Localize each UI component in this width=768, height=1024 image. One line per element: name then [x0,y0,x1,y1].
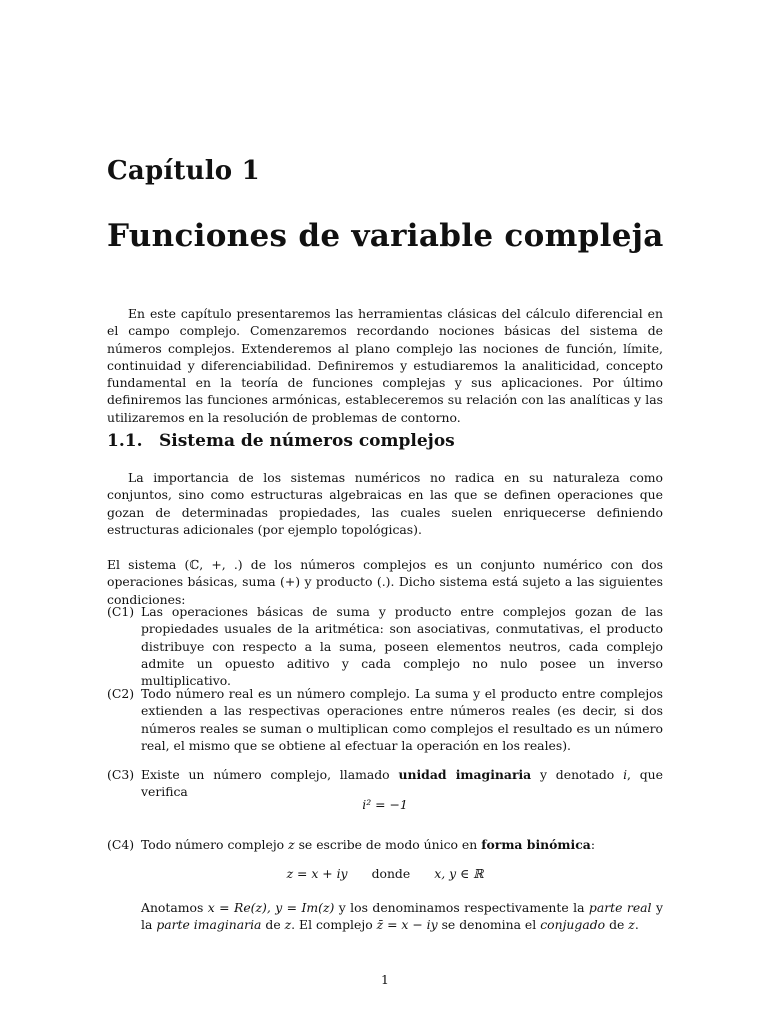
equation-left: z = x + iy [286,866,348,881]
condition-c3 [107,766,663,801]
section-title: Sistema de números complejos [159,431,455,451]
c3-mid: y denotado [540,767,615,782]
note-d: de [265,917,281,933]
intro-paragraph [107,305,663,426]
note-z2: z [628,917,635,933]
condition-text [141,836,663,853]
chapter-title: Funciones de variable compleja [107,218,664,254]
paragraph-1 [107,469,663,538]
note-f: se denomina el [441,917,537,933]
c4-post: : [590,837,596,852]
c4-pre: Todo número complejo [141,837,285,852]
note-conj: z̄ = x − iy [376,917,438,933]
note-e: . El complejo [291,917,373,933]
condition-c4 [107,836,663,853]
p2-post: de los números complejos es un conjunto numérico con dos operaciones básicas, suma (+) y producto (.). Dicho sistema está sujeto a las siguientes condiciones: [107,557,663,607]
condition-tag: (C4) [107,837,135,852]
paragraph-1-text: La importancia de los sistemas numéricos no radica en su naturaleza como conjuntos, sino como estructuras algebraicas en las que se definen operaciones que gozan de determinadas propiedades, las cuales suelen enriquecerse definiendo estructuras adicionales (por ejemplo topológicas). [107,470,663,537]
note-c: y la [141,900,663,933]
c3-pre: Existe un número complejo, llamado [141,767,390,782]
condition-text: Todo número real es un número complejo. La suma y el producto entre complejos extienden a las respectivas operaciones entre números reales (es decir, si dos números reales se suman o multiplican como complejos el resultado es un número real, el mismo que se obtiene al efectuar la operación en los reales). [141,686,663,753]
note-re-im: x = Re(z), y = Im(z) [207,900,335,915]
symbol-i: i [623,767,628,782]
note-text [141,899,663,934]
p2-pre: El sistema [107,557,177,572]
term-parte-imaginaria: parte imaginaria [156,917,262,933]
condition-c4-note [107,899,663,934]
term-forma-binomica: forma binómica [481,837,591,852]
section-number: 1.1. [107,431,143,451]
condition-c2 [107,685,663,754]
symbol-z: z [288,837,295,852]
note-a: Anotamos [141,900,204,915]
note-g: de [609,917,625,933]
condition-tag: (C3) [107,767,135,782]
c3-post: , que verifica [141,767,663,800]
chapter-label: Capítulo 1 [107,156,260,186]
condition-c1 [107,603,663,689]
paragraph-2 [107,556,663,608]
condition-tag: (C1) [107,604,135,619]
page-number: 1 [381,972,389,987]
paragraph-2-text [107,556,663,608]
p2-system: (ℂ, +, .) [184,557,243,572]
equation-i-squared: i² = −1 [362,797,408,812]
note-b: y los denominamos respectivamente la [338,900,585,915]
term-parte-real: parte real [588,900,652,915]
equation-mid: donde [371,866,411,881]
equation-right: x, y ∈ ℝ [434,866,484,881]
intro-text: En este capítulo presentaremos las herramientas clásicas del cálculo diferencial en el campo complejo. Comenzaremos recordando nociones básicas del sistema de números complejos. Extenderemos al plano complejo las nociones de función, límite, continuidad y diferenciabilidad. Definiremos y estudiaremos la analiticidad, concepto fundamental en la teoría de funciones complejas y sus aplicaciones. Por último definiremos las funciones armónicas, estableceremos su relación con las analíticas y las utilizaremos en la resolución de problemas de contorno. [107,306,663,425]
term-conjugado: conjugado [540,917,606,933]
note-z: z [284,917,292,933]
condition-tag: (C2) [107,686,135,701]
term-unidad-imaginaria: unidad imaginaria [398,767,532,782]
condition-text [141,766,663,801]
section-heading [107,431,455,451]
document-page [107,0,663,1024]
c4-mid: se escribe de modo único en [298,837,478,852]
condition-text: Las operaciones básicas de suma y producto entre complejos gozan de las propiedades usuales de la aritmética: son asociativas, conmutativas, el producto distribuye con respecto a la suma, poseen elementos neutros, cada complejo admite un opuesto aditivo y cada complejo no nulo posee un inverso multiplicativo. [141,604,663,689]
equation-binomial [107,866,663,881]
note-h: . [634,917,639,933]
